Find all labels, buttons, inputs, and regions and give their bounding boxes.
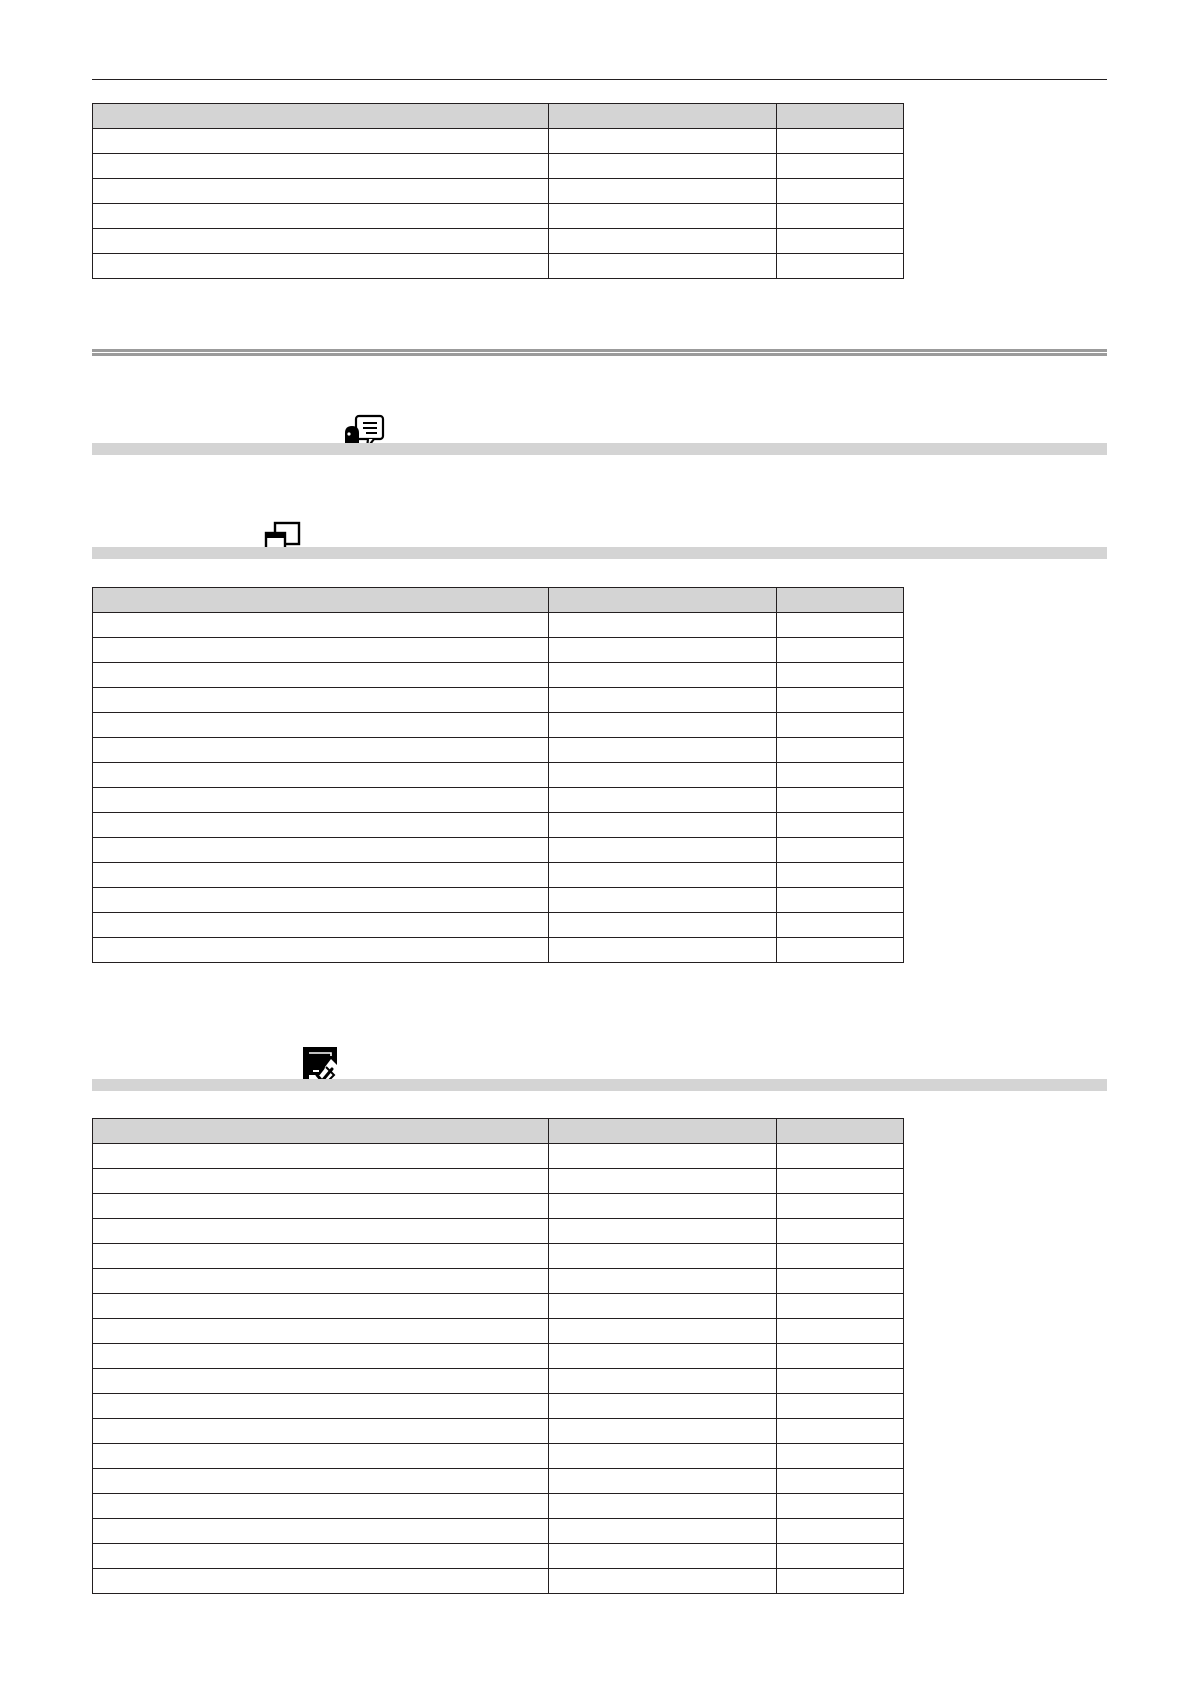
table-cell <box>777 1319 904 1344</box>
table-cell <box>777 1294 904 1319</box>
table-cell <box>777 863 904 888</box>
table-row <box>93 1344 904 1369</box>
table-row <box>93 179 904 204</box>
table-row <box>93 713 904 738</box>
table-cell <box>93 613 549 638</box>
table-cell <box>549 229 777 254</box>
table-cell <box>777 1219 904 1244</box>
table-cell <box>777 204 904 229</box>
table-cell <box>93 1194 549 1219</box>
table-cell <box>549 1569 777 1594</box>
table-cell <box>93 1569 549 1594</box>
table-row <box>93 638 904 663</box>
table-cell <box>93 204 549 229</box>
table-cell <box>93 688 549 713</box>
table-cell <box>93 1344 549 1369</box>
table-cell <box>549 1319 777 1344</box>
table-cell <box>93 913 549 938</box>
table-row <box>93 688 904 713</box>
table-cell <box>777 838 904 863</box>
table-cell <box>93 1144 549 1169</box>
table-cell <box>549 1144 777 1169</box>
table-cell <box>549 1494 777 1519</box>
table-cell <box>549 1469 777 1494</box>
table-cell <box>549 788 777 813</box>
table-cell <box>777 1419 904 1444</box>
table-cell <box>549 1269 777 1294</box>
table-cell <box>549 913 777 938</box>
table-header-row <box>93 1119 904 1144</box>
table-header-cell <box>93 1119 549 1144</box>
table-cell <box>777 1519 904 1544</box>
table-cell <box>777 1194 904 1219</box>
table-cell <box>777 613 904 638</box>
table-row <box>93 1194 904 1219</box>
table-row <box>93 1519 904 1544</box>
table-row <box>93 1544 904 1569</box>
table-cell <box>93 1294 549 1319</box>
table-cell <box>549 1219 777 1244</box>
table-cell <box>777 229 904 254</box>
table-row <box>93 1244 904 1269</box>
table-row <box>93 1419 904 1444</box>
table-cell <box>549 1344 777 1369</box>
table-cell <box>549 888 777 913</box>
table-row <box>93 1219 904 1244</box>
table-row <box>93 1169 904 1194</box>
table-row <box>93 1469 904 1494</box>
table-cell <box>777 888 904 913</box>
table-header-cell <box>777 588 904 613</box>
table-row <box>93 1319 904 1344</box>
table-row <box>93 1494 904 1519</box>
table-cell <box>93 1419 549 1444</box>
table-row <box>93 1444 904 1469</box>
table-cell <box>93 863 549 888</box>
table-cell <box>777 763 904 788</box>
page-top-rule <box>92 79 1107 80</box>
table-cell <box>549 1169 777 1194</box>
table-cell <box>93 638 549 663</box>
table-cell <box>777 1269 904 1294</box>
table-cell <box>777 1394 904 1419</box>
table-cell <box>777 129 904 154</box>
table-cell <box>777 813 904 838</box>
table-header-row <box>93 104 904 129</box>
table-cell <box>93 1469 549 1494</box>
table-cell <box>777 663 904 688</box>
table-cell <box>549 1394 777 1419</box>
table-row <box>93 763 904 788</box>
table-header-cell <box>777 1119 904 1144</box>
table-cell <box>549 254 777 279</box>
table-cell <box>549 863 777 888</box>
table-row <box>93 1294 904 1319</box>
table-cell <box>93 838 549 863</box>
table-cell <box>549 129 777 154</box>
table-cell <box>549 938 777 963</box>
table-cell <box>93 938 549 963</box>
table-cell <box>93 1169 549 1194</box>
table-cell <box>549 813 777 838</box>
table-row <box>93 1394 904 1419</box>
table-cell <box>777 1444 904 1469</box>
table-row <box>93 1569 904 1594</box>
table-cell <box>777 738 904 763</box>
table-cell <box>93 663 549 688</box>
table-cell <box>93 1219 549 1244</box>
table-row <box>93 204 904 229</box>
table-cell <box>549 204 777 229</box>
table-row <box>93 613 904 638</box>
table-cell <box>777 1544 904 1569</box>
table-cell <box>549 1444 777 1469</box>
table-cell <box>777 1494 904 1519</box>
table-header-cell <box>777 104 904 129</box>
table-row <box>93 913 904 938</box>
table-cell <box>549 1244 777 1269</box>
table-cell <box>777 1169 904 1194</box>
table-cell <box>777 913 904 938</box>
table-cell <box>777 938 904 963</box>
section-bar <box>92 1079 1107 1091</box>
table-cell <box>93 254 549 279</box>
table-header-cell <box>93 588 549 613</box>
table-cell <box>93 129 549 154</box>
table-cell <box>93 1519 549 1544</box>
table-cell <box>93 813 549 838</box>
table-cell <box>93 1394 549 1419</box>
table-cell <box>777 1369 904 1394</box>
table-cell <box>549 763 777 788</box>
table-cell <box>777 179 904 204</box>
table-cell <box>549 179 777 204</box>
section-divider <box>92 349 1107 356</box>
table-cell <box>93 763 549 788</box>
table-cell <box>93 788 549 813</box>
table-cell <box>549 688 777 713</box>
table-row <box>93 1144 904 1169</box>
table-cell <box>549 1294 777 1319</box>
table-cell <box>93 1444 549 1469</box>
table-cell <box>777 788 904 813</box>
table-cell <box>93 179 549 204</box>
section2-table <box>92 587 904 963</box>
table-cell <box>549 1194 777 1219</box>
table-header-row <box>93 588 904 613</box>
table-cell <box>549 154 777 179</box>
table-row <box>93 863 904 888</box>
table-cell <box>549 1519 777 1544</box>
table-header-cell <box>549 1119 777 1144</box>
table-cell <box>777 638 904 663</box>
top-table <box>92 103 904 279</box>
table-cell <box>93 1269 549 1294</box>
table-cell <box>777 713 904 738</box>
table-row <box>93 229 904 254</box>
table-header-cell <box>93 104 549 129</box>
table-row <box>93 788 904 813</box>
table-cell <box>777 1569 904 1594</box>
table-cell <box>93 1319 549 1344</box>
table-row <box>93 254 904 279</box>
table-cell <box>777 1344 904 1369</box>
table-cell <box>93 713 549 738</box>
table-cell <box>549 1369 777 1394</box>
table-cell <box>777 1469 904 1494</box>
table-cell <box>549 1419 777 1444</box>
table-cell <box>777 1144 904 1169</box>
table-cell <box>93 1494 549 1519</box>
table-cell <box>549 1544 777 1569</box>
table-cell <box>549 638 777 663</box>
table-cell <box>93 229 549 254</box>
table-cell <box>93 738 549 763</box>
table-row <box>93 813 904 838</box>
table-cell <box>549 613 777 638</box>
table-cell <box>549 713 777 738</box>
table-row <box>93 938 904 963</box>
table-header-cell <box>549 588 777 613</box>
section-bar <box>92 443 1107 455</box>
table-row <box>93 888 904 913</box>
section3-table <box>92 1118 904 1594</box>
table-cell <box>549 738 777 763</box>
table-cell <box>93 888 549 913</box>
table-row <box>93 838 904 863</box>
section-bar <box>92 547 1107 559</box>
table-cell <box>777 154 904 179</box>
table-row <box>93 738 904 763</box>
table-row <box>93 1269 904 1294</box>
table-row <box>93 1369 904 1394</box>
table-row <box>93 663 904 688</box>
table-cell <box>549 838 777 863</box>
table-cell <box>93 1544 549 1569</box>
table-cell <box>777 1244 904 1269</box>
table-cell <box>777 254 904 279</box>
table-header-cell <box>549 104 777 129</box>
table-row <box>93 129 904 154</box>
table-cell <box>777 688 904 713</box>
table-cell <box>93 1369 549 1394</box>
table-cell <box>93 154 549 179</box>
table-row <box>93 154 904 179</box>
table-cell <box>93 1244 549 1269</box>
table-cell <box>549 663 777 688</box>
